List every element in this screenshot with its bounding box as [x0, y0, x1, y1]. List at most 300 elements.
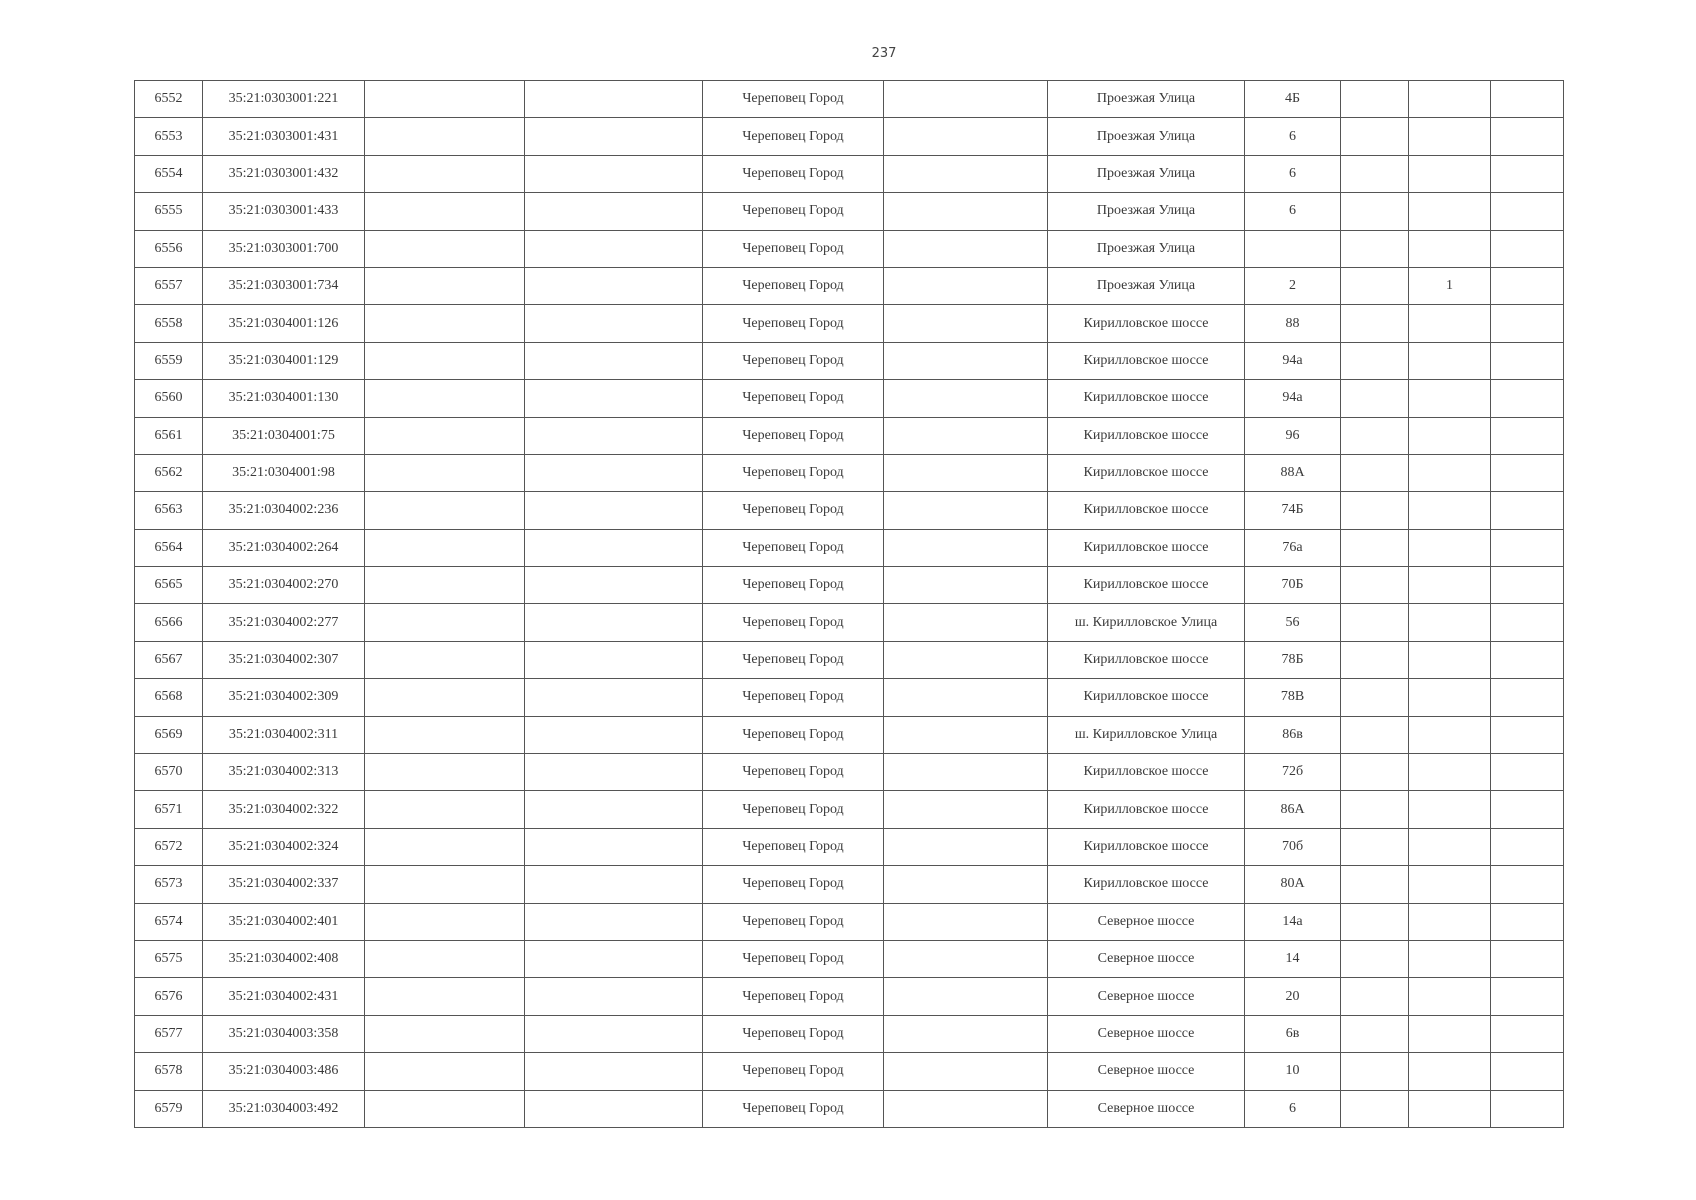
row-number-cell: 6555	[135, 193, 203, 230]
empty-cell	[884, 155, 1048, 192]
city-cell: Череповец Город	[703, 230, 884, 267]
extra-number-cell	[1409, 828, 1491, 865]
cadastral-number-cell: 35:21:0304002:236	[203, 492, 365, 529]
table-row	[135, 1053, 1564, 1090]
empty-cell	[365, 81, 525, 118]
row-number-cell: 6571	[135, 791, 203, 828]
city-cell: Череповец Город	[703, 1090, 884, 1127]
cadastral-number-cell: 35:21:0304001:98	[203, 454, 365, 491]
empty-cell	[884, 529, 1048, 566]
extra-number-cell	[1409, 230, 1491, 267]
table-row	[135, 903, 1564, 940]
extra-number-cell	[1409, 567, 1491, 604]
cadastral-number-cell: 35:21:0303001:431	[203, 118, 365, 155]
empty-cell	[525, 828, 703, 865]
city-cell: Череповец Город	[703, 342, 884, 379]
street-cell: Кирилловское шоссе	[1048, 417, 1245, 454]
empty-cell	[525, 305, 703, 342]
city-cell: Череповец Город	[703, 1015, 884, 1052]
table-row	[135, 978, 1564, 1015]
street-cell: Проезжая Улица	[1048, 230, 1245, 267]
empty-cell	[1491, 305, 1564, 342]
empty-cell	[365, 454, 525, 491]
street-cell: Проезжая Улица	[1048, 193, 1245, 230]
empty-cell	[1341, 604, 1409, 641]
empty-cell	[884, 454, 1048, 491]
empty-cell	[884, 716, 1048, 753]
street-cell: Кирилловское шоссе	[1048, 754, 1245, 791]
table-row	[135, 193, 1564, 230]
city-cell: Череповец Город	[703, 903, 884, 940]
table-row	[135, 417, 1564, 454]
cadastral-number-cell: 35:21:0303001:221	[203, 81, 365, 118]
street-cell: Проезжая Улица	[1048, 155, 1245, 192]
empty-cell	[365, 754, 525, 791]
empty-cell	[1491, 267, 1564, 304]
empty-cell	[1491, 380, 1564, 417]
house-number-cell: 6	[1245, 118, 1341, 155]
extra-number-cell	[1409, 716, 1491, 753]
row-number-cell: 6576	[135, 978, 203, 1015]
page-number: 237	[871, 46, 897, 61]
cadastral-number-cell: 35:21:0304002:337	[203, 866, 365, 903]
extra-number-cell	[1409, 81, 1491, 118]
cadastral-number-cell: 35:21:0304002:311	[203, 716, 365, 753]
empty-cell	[525, 641, 703, 678]
empty-cell	[365, 679, 525, 716]
empty-cell	[884, 492, 1048, 529]
extra-number-cell	[1409, 679, 1491, 716]
table-row	[135, 454, 1564, 491]
empty-cell	[1341, 193, 1409, 230]
empty-cell	[1491, 604, 1564, 641]
street-cell: Северное шоссе	[1048, 1090, 1245, 1127]
street-cell: ш. Кирилловское Улица	[1048, 604, 1245, 641]
empty-cell	[365, 866, 525, 903]
empty-cell	[884, 978, 1048, 1015]
table-row	[135, 1015, 1564, 1052]
table-row	[135, 305, 1564, 342]
cadastral-number-cell: 35:21:0304003:358	[203, 1015, 365, 1052]
empty-cell	[884, 380, 1048, 417]
city-cell: Череповец Город	[703, 305, 884, 342]
house-number-cell: 2	[1245, 267, 1341, 304]
table-row	[135, 641, 1564, 678]
cadastral-number-cell: 35:21:0304002:401	[203, 903, 365, 940]
table-row	[135, 81, 1564, 118]
empty-cell	[365, 940, 525, 977]
row-number-cell: 6578	[135, 1053, 203, 1090]
empty-cell	[525, 604, 703, 641]
empty-cell	[1491, 1090, 1564, 1127]
row-number-cell: 6560	[135, 380, 203, 417]
empty-cell	[525, 567, 703, 604]
empty-cell	[1341, 118, 1409, 155]
row-number-cell: 6566	[135, 604, 203, 641]
house-number-cell: 94а	[1245, 380, 1341, 417]
empty-cell	[1491, 230, 1564, 267]
empty-cell	[365, 155, 525, 192]
empty-cell	[1341, 828, 1409, 865]
house-number-cell: 86А	[1245, 791, 1341, 828]
house-number-cell: 76а	[1245, 529, 1341, 566]
row-number-cell: 6573	[135, 866, 203, 903]
empty-cell	[884, 342, 1048, 379]
empty-cell	[525, 716, 703, 753]
cadastral-number-cell: 35:21:0304002:324	[203, 828, 365, 865]
street-cell: Северное шоссе	[1048, 903, 1245, 940]
empty-cell	[525, 118, 703, 155]
empty-cell	[1491, 567, 1564, 604]
empty-cell	[365, 230, 525, 267]
empty-cell	[884, 903, 1048, 940]
row-number-cell: 6565	[135, 567, 203, 604]
street-cell: Кирилловское шоссе	[1048, 305, 1245, 342]
row-number-cell: 6552	[135, 81, 203, 118]
row-number-cell: 6572	[135, 828, 203, 865]
city-cell: Череповец Город	[703, 417, 884, 454]
street-cell: Кирилловское шоссе	[1048, 679, 1245, 716]
house-number-cell: 88	[1245, 305, 1341, 342]
cadastral-number-cell: 35:21:0304001:129	[203, 342, 365, 379]
empty-cell	[1341, 940, 1409, 977]
extra-number-cell	[1409, 1090, 1491, 1127]
city-cell: Череповец Город	[703, 529, 884, 566]
city-cell: Череповец Город	[703, 454, 884, 491]
empty-cell	[525, 903, 703, 940]
city-cell: Череповец Город	[703, 380, 884, 417]
empty-cell	[1341, 81, 1409, 118]
empty-cell	[365, 417, 525, 454]
house-number-cell: 78В	[1245, 679, 1341, 716]
empty-cell	[1341, 1015, 1409, 1052]
city-cell: Череповец Город	[703, 978, 884, 1015]
empty-cell	[365, 267, 525, 304]
street-cell: Кирилловское шоссе	[1048, 492, 1245, 529]
row-number-cell: 6579	[135, 1090, 203, 1127]
empty-cell	[884, 1015, 1048, 1052]
table-row	[135, 679, 1564, 716]
house-number-cell: 6в	[1245, 1015, 1341, 1052]
house-number-cell: 96	[1245, 417, 1341, 454]
empty-cell	[525, 267, 703, 304]
street-cell: Кирилловское шоссе	[1048, 828, 1245, 865]
cadastral-number-cell: 35:21:0304002:408	[203, 940, 365, 977]
city-cell: Череповец Город	[703, 492, 884, 529]
house-number-cell: 86в	[1245, 716, 1341, 753]
empty-cell	[1491, 342, 1564, 379]
table-row	[135, 380, 1564, 417]
empty-cell	[1341, 754, 1409, 791]
city-cell: Череповец Город	[703, 791, 884, 828]
empty-cell	[884, 940, 1048, 977]
empty-cell	[1341, 641, 1409, 678]
street-cell: Кирилловское шоссе	[1048, 866, 1245, 903]
empty-cell	[365, 828, 525, 865]
table-row	[135, 342, 1564, 379]
extra-number-cell	[1409, 754, 1491, 791]
house-number-cell	[1245, 230, 1341, 267]
empty-cell	[1491, 903, 1564, 940]
empty-cell	[1491, 978, 1564, 1015]
empty-cell	[1491, 641, 1564, 678]
extra-number-cell	[1409, 380, 1491, 417]
empty-cell	[884, 641, 1048, 678]
empty-cell	[1341, 903, 1409, 940]
city-cell: Череповец Город	[703, 155, 884, 192]
empty-cell	[525, 230, 703, 267]
empty-cell	[525, 1090, 703, 1127]
cadastral-number-cell: 35:21:0304003:492	[203, 1090, 365, 1127]
empty-cell	[525, 1053, 703, 1090]
empty-cell	[884, 791, 1048, 828]
extra-number-cell	[1409, 791, 1491, 828]
extra-number-cell	[1409, 492, 1491, 529]
empty-cell	[1341, 791, 1409, 828]
empty-cell	[365, 641, 525, 678]
street-cell: Кирилловское шоссе	[1048, 567, 1245, 604]
house-number-cell: 6	[1245, 155, 1341, 192]
extra-number-cell	[1409, 604, 1491, 641]
city-cell: Череповец Город	[703, 754, 884, 791]
empty-cell	[525, 492, 703, 529]
row-number-cell: 6568	[135, 679, 203, 716]
table-row	[135, 940, 1564, 977]
registry-table	[134, 80, 1564, 1128]
table-row	[135, 828, 1564, 865]
empty-cell	[1341, 492, 1409, 529]
empty-cell	[525, 791, 703, 828]
house-number-cell: 74Б	[1245, 492, 1341, 529]
registry-body	[135, 81, 1564, 1128]
empty-cell	[365, 380, 525, 417]
empty-cell	[1341, 866, 1409, 903]
empty-cell	[1341, 342, 1409, 379]
table-row	[135, 791, 1564, 828]
extra-number-cell	[1409, 866, 1491, 903]
empty-cell	[1341, 1090, 1409, 1127]
empty-cell	[1491, 454, 1564, 491]
cadastral-number-cell: 35:21:0304002:277	[203, 604, 365, 641]
row-number-cell: 6574	[135, 903, 203, 940]
street-cell: Проезжая Улица	[1048, 118, 1245, 155]
empty-cell	[1341, 155, 1409, 192]
row-number-cell: 6562	[135, 454, 203, 491]
empty-cell	[884, 81, 1048, 118]
empty-cell	[1491, 529, 1564, 566]
empty-cell	[1491, 791, 1564, 828]
empty-cell	[1491, 81, 1564, 118]
house-number-cell: 72б	[1245, 754, 1341, 791]
empty-cell	[1491, 866, 1564, 903]
table-row	[135, 230, 1564, 267]
city-cell: Череповец Город	[703, 1053, 884, 1090]
cadastral-number-cell: 35:21:0303001:432	[203, 155, 365, 192]
empty-cell	[365, 529, 525, 566]
row-number-cell: 6556	[135, 230, 203, 267]
table-row	[135, 1090, 1564, 1127]
empty-cell	[525, 81, 703, 118]
empty-cell	[525, 529, 703, 566]
empty-cell	[1341, 679, 1409, 716]
empty-cell	[365, 716, 525, 753]
row-number-cell: 6570	[135, 754, 203, 791]
street-cell: Кирилловское шоссе	[1048, 342, 1245, 379]
empty-cell	[1341, 230, 1409, 267]
extra-number-cell	[1409, 342, 1491, 379]
row-number-cell: 6564	[135, 529, 203, 566]
city-cell: Череповец Город	[703, 866, 884, 903]
empty-cell	[884, 193, 1048, 230]
empty-cell	[1491, 754, 1564, 791]
empty-cell	[884, 754, 1048, 791]
row-number-cell: 6558	[135, 305, 203, 342]
table-row	[135, 529, 1564, 566]
empty-cell	[1491, 1015, 1564, 1052]
street-cell: Проезжая Улица	[1048, 267, 1245, 304]
house-number-cell: 94а	[1245, 342, 1341, 379]
empty-cell	[1491, 492, 1564, 529]
city-cell: Череповец Город	[703, 940, 884, 977]
row-number-cell: 6577	[135, 1015, 203, 1052]
empty-cell	[1341, 567, 1409, 604]
table-row	[135, 754, 1564, 791]
extra-number-cell	[1409, 305, 1491, 342]
empty-cell	[525, 193, 703, 230]
empty-cell	[1341, 305, 1409, 342]
cadastral-number-cell: 35:21:0303001:700	[203, 230, 365, 267]
empty-cell	[525, 978, 703, 1015]
empty-cell	[884, 828, 1048, 865]
row-number-cell: 6575	[135, 940, 203, 977]
cadastral-number-cell: 35:21:0304002:431	[203, 978, 365, 1015]
empty-cell	[525, 454, 703, 491]
extra-number-cell	[1409, 903, 1491, 940]
empty-cell	[365, 791, 525, 828]
empty-cell	[884, 604, 1048, 641]
empty-cell	[365, 567, 525, 604]
city-cell: Череповец Город	[703, 604, 884, 641]
city-cell: Череповец Город	[703, 716, 884, 753]
cadastral-number-cell: 35:21:0304002:322	[203, 791, 365, 828]
cadastral-number-cell: 35:21:0304003:486	[203, 1053, 365, 1090]
house-number-cell: 56	[1245, 604, 1341, 641]
table-row	[135, 567, 1564, 604]
table-row	[135, 155, 1564, 192]
empty-cell	[525, 754, 703, 791]
house-number-cell: 10	[1245, 1053, 1341, 1090]
city-cell: Череповец Город	[703, 81, 884, 118]
empty-cell	[365, 978, 525, 1015]
table-row	[135, 866, 1564, 903]
row-number-cell: 6553	[135, 118, 203, 155]
city-cell: Череповец Город	[703, 118, 884, 155]
street-cell: Северное шоссе	[1048, 1053, 1245, 1090]
cadastral-number-cell: 35:21:0304002:270	[203, 567, 365, 604]
city-cell: Череповец Город	[703, 828, 884, 865]
street-cell: Кирилловское шоссе	[1048, 454, 1245, 491]
street-cell: ш. Кирилловское Улица	[1048, 716, 1245, 753]
extra-number-cell	[1409, 978, 1491, 1015]
house-number-cell: 6	[1245, 193, 1341, 230]
row-number-cell: 6567	[135, 641, 203, 678]
cadastral-number-cell: 35:21:0304002:313	[203, 754, 365, 791]
street-cell: Кирилловское шоссе	[1048, 641, 1245, 678]
empty-cell	[884, 679, 1048, 716]
table-row	[135, 492, 1564, 529]
city-cell: Череповец Город	[703, 679, 884, 716]
extra-number-cell	[1409, 454, 1491, 491]
extra-number-cell	[1409, 417, 1491, 454]
empty-cell	[1491, 417, 1564, 454]
cadastral-number-cell: 35:21:0303001:734	[203, 267, 365, 304]
empty-cell	[525, 380, 703, 417]
extra-number-cell	[1409, 940, 1491, 977]
empty-cell	[525, 1015, 703, 1052]
table-row	[135, 604, 1564, 641]
extra-number-cell	[1409, 529, 1491, 566]
empty-cell	[365, 305, 525, 342]
extra-number-cell	[1409, 1053, 1491, 1090]
cadastral-number-cell: 35:21:0304002:307	[203, 641, 365, 678]
empty-cell	[1491, 118, 1564, 155]
empty-cell	[1341, 417, 1409, 454]
table-row	[135, 118, 1564, 155]
street-cell: Северное шоссе	[1048, 940, 1245, 977]
street-cell: Северное шоссе	[1048, 1015, 1245, 1052]
extra-number-cell	[1409, 1015, 1491, 1052]
city-cell: Череповец Город	[703, 641, 884, 678]
table-row	[135, 267, 1564, 304]
extra-number-cell: 1	[1409, 267, 1491, 304]
empty-cell	[884, 230, 1048, 267]
street-cell: Северное шоссе	[1048, 978, 1245, 1015]
city-cell: Череповец Город	[703, 567, 884, 604]
extra-number-cell	[1409, 193, 1491, 230]
empty-cell	[1341, 267, 1409, 304]
empty-cell	[884, 866, 1048, 903]
empty-cell	[525, 155, 703, 192]
cadastral-number-cell: 35:21:0304001:126	[203, 305, 365, 342]
house-number-cell: 70б	[1245, 828, 1341, 865]
row-number-cell: 6557	[135, 267, 203, 304]
empty-cell	[884, 1053, 1048, 1090]
house-number-cell: 80А	[1245, 866, 1341, 903]
city-cell: Череповец Город	[703, 267, 884, 304]
empty-cell	[1341, 529, 1409, 566]
cadastral-number-cell: 35:21:0304002:309	[203, 679, 365, 716]
house-number-cell: 6	[1245, 1090, 1341, 1127]
row-number-cell: 6563	[135, 492, 203, 529]
extra-number-cell	[1409, 155, 1491, 192]
house-number-cell: 4Б	[1245, 81, 1341, 118]
row-number-cell: 6554	[135, 155, 203, 192]
empty-cell	[1491, 1053, 1564, 1090]
city-cell: Череповец Город	[703, 193, 884, 230]
empty-cell	[1491, 193, 1564, 230]
empty-cell	[1341, 380, 1409, 417]
empty-cell	[1491, 716, 1564, 753]
empty-cell	[525, 940, 703, 977]
row-number-cell: 6561	[135, 417, 203, 454]
empty-cell	[884, 267, 1048, 304]
house-number-cell: 20	[1245, 978, 1341, 1015]
cadastral-number-cell: 35:21:0304001:130	[203, 380, 365, 417]
street-cell: Кирилловское шоссе	[1048, 380, 1245, 417]
street-cell: Кирилловское шоссе	[1048, 529, 1245, 566]
empty-cell	[365, 193, 525, 230]
empty-cell	[365, 1090, 525, 1127]
